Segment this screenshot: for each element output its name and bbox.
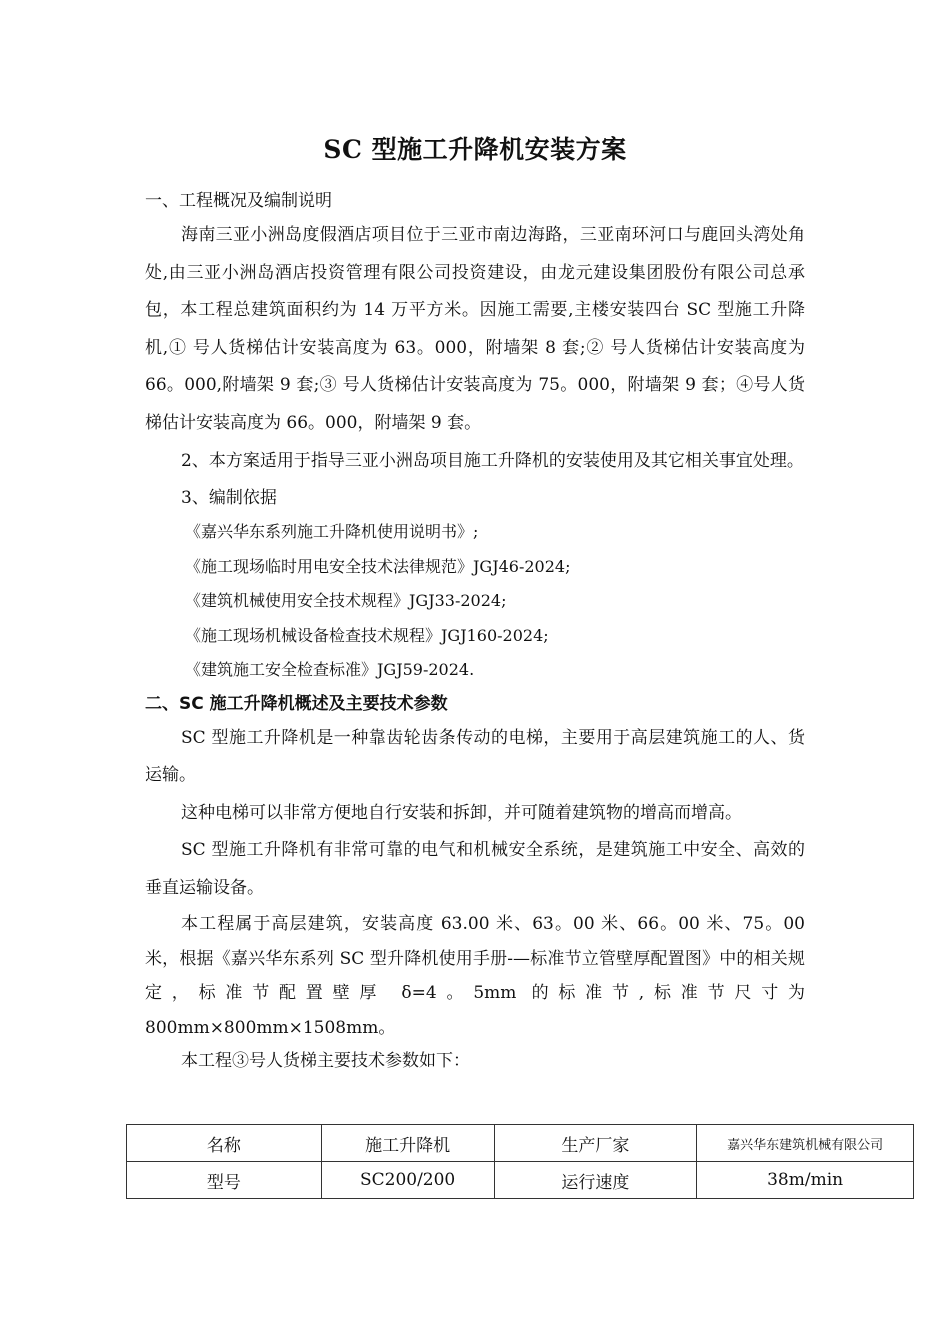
spec-table: [126, 1124, 914, 1199]
section2-para2: 这种电梯可以非常方便地自行安装和拆卸，并可随着建筑物的增高而增高。: [181, 802, 742, 823]
section1-para2: 2、本方案适用于指导三亚小洲岛项目施工升降机的安装使用及其它相关事宜处理。: [181, 451, 804, 471]
table-cell-name-label: 名称: [127, 1125, 322, 1162]
section2-para1: SC 型施工升降机是一种靠齿轮齿条传动的电梯，主要用于高层建筑施工的人、货运输。: [145, 727, 805, 785]
reference-item-2: 《施工现场临时用电安全技术法律规范》JGJ46-2024;: [185, 556, 571, 576]
reference-item-1: 《嘉兴华东系列施工升降机使用说明书》;: [185, 522, 479, 541]
section1-para1: 海南三亚小洲岛度假酒店项目位于三亚市南边海路，三亚南环河口与鹿回头湾处角处,由三亚小洲岛酒店投资管理有限公司投资建设，由龙元建设集团股份有限公司总承包，本工程总建筑面积约为 14 万平方米。因施工需要,主楼安装四台 SC 型施工升降机,① 号人货梯估计安装高度为 63。000，附墙架 8 套;② 号人货梯估计安装高度为 66。000,附墙架 9 套;③ 号人货梯估计安装高度为 75。000，附墙架 9 套；④号人货梯估计安装高度为 66。000，附墙架 9 套。: [145, 225, 805, 433]
section2-para5: 本工程③号人货梯主要技术参数如下：: [181, 1051, 470, 1071]
table-row: [127, 1125, 914, 1162]
table-cell-speed-value: 38m/min: [697, 1162, 914, 1199]
basis-heading: 3、编制依据: [181, 487, 277, 508]
document-title: SC 型施工升降机安装方案: [323, 135, 627, 164]
table-cell-maker-value: 嘉兴华东建筑机械有限公司: [697, 1125, 914, 1162]
table-row: [127, 1162, 914, 1199]
section2-heading: 二、SC 施工升降机概述及主要技术参数: [145, 693, 448, 714]
section2-para3: SC 型施工升降机有非常可靠的电气和机械安全系统，是建筑施工中安全、高效的垂直运输设备。: [145, 840, 805, 898]
table-cell-model-label: 型号: [127, 1162, 322, 1199]
reference-item-5: 《建筑施工安全检查标准》JGJ59-2024.: [185, 660, 475, 679]
section2-para4: 本工程属于高层建筑，安装高度 63.00 米、63。00 米、66。00 米、75。00 米，根据《嘉兴华东系列 SC 型升降机使用手册-—标准节立管壁厚配置图》中的相关规定，标准节配置壁厚 δ=4。5mm 的标准节,标准节尺寸为 800mm×800mm×1508mm。: [145, 914, 805, 1038]
section1-heading: 一、工程概况及编制说明: [145, 191, 332, 211]
table-cell-model-value: SC200/200: [321, 1162, 494, 1199]
table-cell-name-value: 施工升降机: [321, 1125, 494, 1162]
reference-item-3: 《建筑机械使用安全技术规程》JGJ33-2024;: [185, 591, 507, 610]
table-cell-speed-label: 运行速度: [494, 1162, 697, 1199]
document-body: [145, 185, 805, 1077]
table-cell-maker-label: 生产厂家: [494, 1125, 697, 1162]
reference-item-4: 《施工现场机械设备检查技术规程》JGJ160-2024;: [185, 625, 549, 645]
